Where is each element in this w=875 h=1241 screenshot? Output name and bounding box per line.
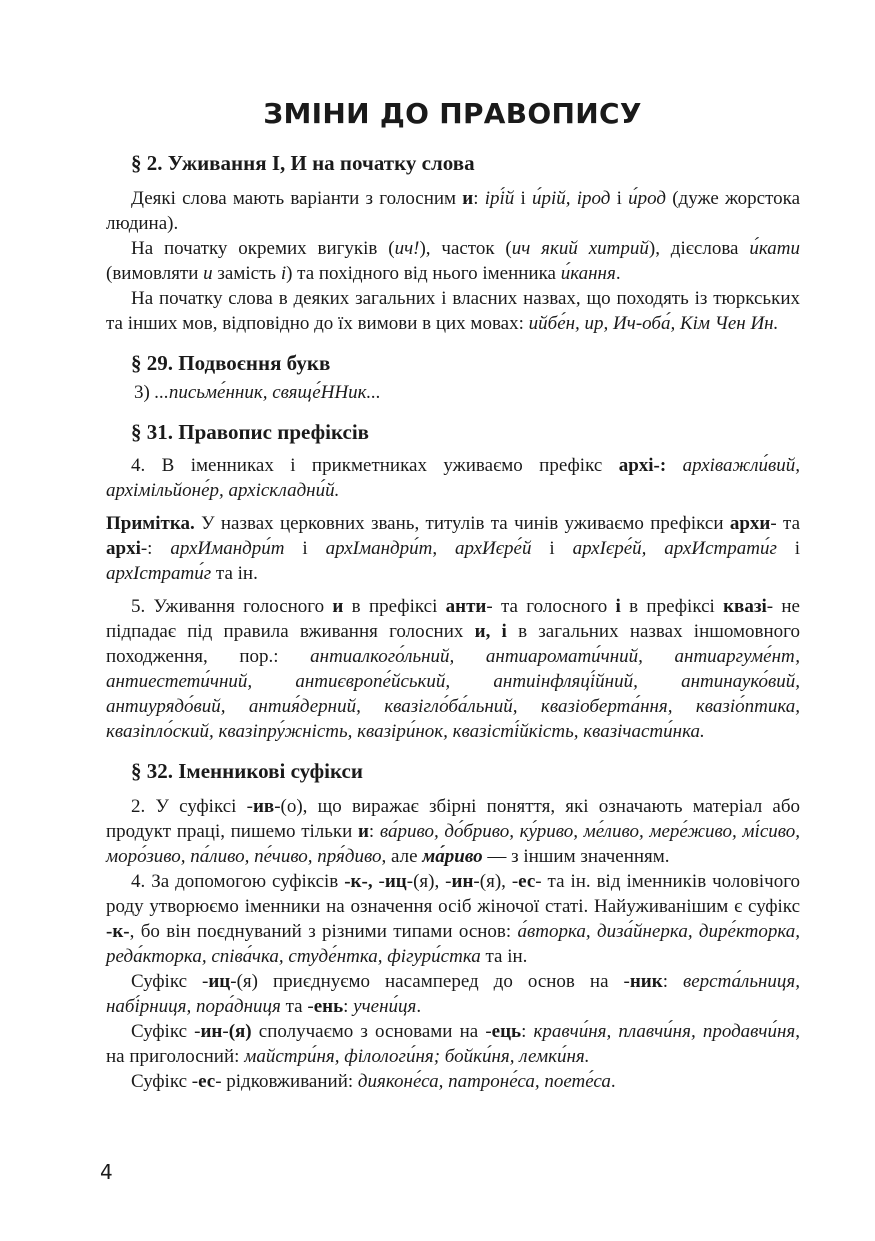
- bold-text: и: [462, 188, 474, 209]
- bold-text: -к-: [106, 921, 130, 942]
- bold-text: квазі: [723, 596, 767, 617]
- text-run: -(о), що виражає збірні поняття, які означають матеріал або продукт праці, пишемо тільки: [106, 796, 800, 842]
- italic-text: кравчи́ня, плавчи́ня, продавчи́ня: [533, 1021, 796, 1042]
- bold-text: ник: [629, 971, 663, 992]
- bold-text: ин: [200, 1021, 223, 1042]
- bold-text: и, і: [474, 621, 507, 642]
- italic-text: и́кати: [749, 238, 800, 259]
- italic-text: архіважли́вий, архімільйоне́р, архіскладни́й.: [106, 455, 800, 501]
- page-title: ЗМІНИ ДО ПРАВОПИСУ: [263, 97, 642, 130]
- italic-text: архИєре́й: [455, 538, 532, 559]
- text-run: [666, 455, 682, 476]
- bold-text: и: [332, 596, 344, 617]
- section: [106, 350, 800, 405]
- text-run: - та ін. від іменників чоловічого роду утворюємо іменники на означення осіб жіночої статі. Найуживанішим є суфікс: [106, 871, 801, 917]
- section: [106, 758, 800, 1094]
- text-run: - та: [770, 513, 800, 534]
- section-paragraphs: [106, 794, 800, 1094]
- text-run: .: [610, 1071, 616, 1092]
- text-run: .: [615, 263, 621, 284]
- text-run: в префіксі: [620, 596, 724, 617]
- text-run: Суфікс -: [131, 1071, 199, 1092]
- paragraph: [106, 869, 800, 969]
- italic-text: ич який хитрий: [511, 238, 649, 259]
- text-run: і: [531, 538, 573, 559]
- text-run: :: [343, 996, 354, 1017]
- text-run: -(я) приєднуємо насамперед до основ на -: [230, 971, 630, 992]
- bold-text: і: [615, 596, 621, 617]
- bold-text: архи: [729, 513, 771, 534]
- italic-text: дияконе́са, патроне́са, поете́са: [357, 1071, 611, 1092]
- text-run: ), часток (: [419, 238, 512, 259]
- text-run: :: [521, 1021, 534, 1042]
- section-title: § 2. Уживання І, И на початку слова: [131, 151, 475, 175]
- paragraph: [106, 794, 800, 869]
- bold-text: ес: [198, 1071, 216, 1092]
- text-run: -: [222, 1021, 229, 1042]
- bold-text: -к-,: [344, 871, 373, 892]
- bold-text: ень: [313, 996, 344, 1017]
- italic-text: архІстрати́г: [106, 563, 212, 584]
- italic-text: ич!: [394, 238, 420, 259]
- text-run: ) та похідного від нього іменника: [286, 263, 561, 284]
- paragraph: [134, 380, 800, 405]
- bold-text: архі: [106, 538, 141, 559]
- italic-text: а́вторка, диза́йнерка, дире́кторка, реда́кторка, співа́чка, студе́нтка, фігури́стка: [106, 921, 800, 967]
- text-run: :: [368, 821, 380, 842]
- text-run: .: [416, 996, 422, 1017]
- text-run: , бо він поєднуваний з різними типами основ:: [129, 921, 518, 942]
- text-run: та -: [280, 996, 314, 1017]
- text-run: та ін.: [480, 946, 528, 967]
- document-body: [106, 150, 800, 1094]
- text-run: і: [514, 188, 533, 209]
- paragraph: [106, 511, 800, 586]
- section: [106, 150, 800, 336]
- italic-text: ва́риво, до́бриво, ку́риво, ме́ливо, мере́живо, мі́сиво, моро́зиво, па́ливо, пе́чиво, пря́диво: [106, 821, 801, 867]
- text-run: ), дієслова: [648, 238, 750, 259]
- page-number: 4: [100, 1160, 113, 1184]
- text-run: 5. Уживання голосного: [131, 596, 333, 617]
- text-run: 4. В іменниках і прикметниках уживаємо префікс: [131, 455, 619, 476]
- bold-text: и: [357, 821, 369, 842]
- paragraph: [106, 594, 800, 744]
- paragraph: [106, 1069, 800, 1094]
- text-run: :: [473, 188, 485, 209]
- text-run: — з іншим значенням.: [482, 846, 670, 867]
- text-run: , на приголосний:: [106, 1021, 800, 1067]
- text-run: У назвах церковних звань, титулів та чинів уживаємо префікси: [194, 513, 730, 534]
- bold-text: ив: [252, 796, 275, 817]
- text-run: , але: [381, 846, 423, 867]
- text-run: і: [284, 538, 326, 559]
- bold-text: архі-:: [618, 455, 667, 476]
- section-paragraphs: [106, 186, 800, 336]
- text-run: 3): [134, 382, 155, 403]
- text-run: -(я), -: [406, 871, 452, 892]
- section-paragraphs: [106, 453, 800, 744]
- paragraph: [106, 453, 800, 503]
- text-run: -(я), -: [473, 871, 519, 892]
- italic-text: архІмандри́т: [325, 538, 433, 559]
- italic-text: архИмандри́т: [170, 538, 285, 559]
- paragraph: [106, 969, 800, 1019]
- bold-text: (я): [228, 1021, 252, 1042]
- bold-text: иц: [384, 871, 407, 892]
- text-run: сполучаємо з основами на -: [251, 1021, 492, 1042]
- text-run: - не підпадає під правила вживання голосних: [106, 596, 800, 642]
- bold-text: анти: [445, 596, 487, 617]
- paragraph: [106, 286, 800, 336]
- bold-text: ець: [491, 1021, 522, 1042]
- text-run: Деякі слова мають варіанти з голосним: [131, 188, 463, 209]
- italic-text: антиалкого́льний, антиаромати́чний, антиаргуме́нт, антиестети́чний, антиєвропе́йський, антиінфляці́йний, антинауко́вий, антиурядо́вий, антия́дерний, квазігло́ба́льний, квазіоберта́ння, квазіо́птика, квазіпло́ский, квазіпру́жність, квазіри́нок, квазісті́йкість, квазічасти́нка.: [106, 646, 800, 742]
- text-run: та ін.: [211, 563, 258, 584]
- italic-text: учени́ця: [353, 996, 417, 1017]
- italic-text: и́кання: [560, 263, 616, 284]
- bold-text: ма́риво: [422, 846, 483, 867]
- text-run: замість: [212, 263, 281, 284]
- italic-text: и: [203, 263, 213, 284]
- italic-text: ийбе́н, ир, Ич-оба́, Кім Чен Ин.: [528, 313, 779, 334]
- section-title: § 31. Правопис префіксів: [131, 420, 370, 444]
- italic-text: ірі́й: [484, 188, 515, 209]
- text-run: (дуже жорстока людина).: [106, 188, 801, 234]
- bold-text: ес: [518, 871, 536, 892]
- paragraph: [106, 1019, 800, 1069]
- section-paragraphs: [106, 380, 800, 405]
- text-run: :: [662, 971, 683, 992]
- text-run: в загальних назвах іншомовного походження, пор.:: [106, 621, 800, 667]
- text-run: в префіксі: [343, 596, 446, 617]
- text-run: -: [372, 871, 385, 892]
- text-run: -:: [140, 538, 171, 559]
- text-run: 2. У суфіксі -: [131, 796, 253, 817]
- italic-text: майстри́ня, філологи́ня; бойки́ня, лемки́ня.: [244, 1046, 590, 1067]
- text-run: Суфікс -: [131, 1021, 201, 1042]
- text-run: На початку слова в деяких загальних і власних назвах, що походять із тюркських та інших мов, відповідно до їх вимови в цих мовах:: [106, 288, 800, 334]
- section-title: § 32. Іменникові суфікси: [131, 759, 363, 783]
- text-run: і: [610, 188, 629, 209]
- italic-text: и́рій, ірод: [532, 188, 611, 209]
- italic-text: и́род: [628, 188, 667, 209]
- text-run: (вимовляти: [106, 263, 204, 284]
- bold-text: ин: [451, 871, 474, 892]
- italic-text: і: [280, 263, 287, 284]
- section-title: § 29. Подвоєння букв: [131, 351, 331, 375]
- text-run: 4. За допомогою суфіксів: [131, 871, 345, 892]
- italic-text: верста́льниця, набі́рниця, пора́дниця: [106, 971, 800, 1017]
- text-run: і: [776, 538, 801, 559]
- bold-text: Примітка.: [106, 513, 195, 534]
- text-run: - рідковживаний:: [215, 1071, 358, 1092]
- section: [106, 419, 800, 744]
- italic-text: архІєре́й, архИстрати́г: [572, 538, 777, 559]
- text-run: На початку окремих вигуків (: [131, 238, 395, 259]
- bold-text: иц: [208, 971, 231, 992]
- paragraph: [106, 236, 800, 286]
- text-run: ,: [432, 538, 455, 559]
- text-run: Суфікс -: [131, 971, 209, 992]
- paragraph: [106, 186, 800, 236]
- italic-text: ...письме́нник, свяще́ННик...: [154, 382, 381, 403]
- text-run: - та голосного: [486, 596, 616, 617]
